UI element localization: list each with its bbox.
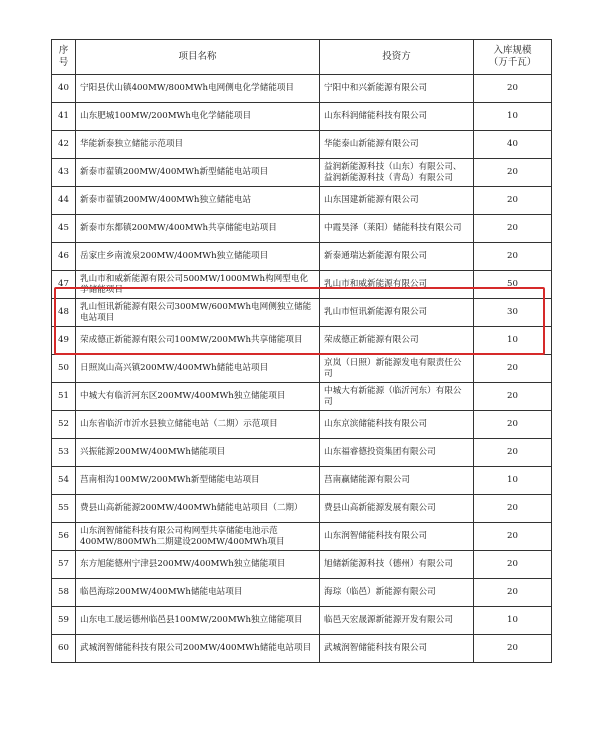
table-row [52,187,552,215]
table-row [52,411,552,439]
cell-project-name: 荣成德正新能源有限公司100MW/200MWh共享储能项目 [76,327,320,355]
header-capacity [474,40,552,75]
header-capacity-line2: （万千瓦） [488,57,537,68]
cell-investor: 山东国建新能源有限公司 [320,187,474,215]
table-row [52,215,552,243]
table-row [52,159,552,187]
cell-no: 51 [52,383,76,411]
cell-no: 50 [52,355,76,383]
cell-project-name: 宁阳县伏山镇400MW/800MWh电网侧电化学储能项目 [76,75,320,103]
table-row [52,243,552,271]
cell-no: 43 [52,159,76,187]
cell-investor: 京岚（日照）新能源发电有限责任公司 [320,355,474,383]
project-table [51,39,552,663]
cell-no: 47 [52,271,76,299]
cell-no: 55 [52,495,76,523]
header-project-name: 项目名称 [76,40,320,75]
cell-investor: 武城润智储能科技有限公司 [320,635,474,663]
cell-capacity: 20 [474,579,552,607]
table-row [52,327,552,355]
cell-capacity: 20 [474,159,552,187]
cell-investor: 山东润智储能科技有限公司 [320,523,474,551]
cell-project-name: 武城润智储能科技有限公司200MW/400MWh储能电站项目 [76,635,320,663]
cell-investor: 临邑天宏晟源新能源开发有限公司 [320,607,474,635]
cell-capacity: 20 [474,551,552,579]
cell-investor: 山东京滨储能科技有限公司 [320,411,474,439]
cell-capacity: 20 [474,439,552,467]
cell-no: 40 [52,75,76,103]
table-row [52,131,552,159]
header-capacity-line1: 入库规模 [493,45,532,56]
table-row [52,579,552,607]
cell-project-name: 华能新泰独立储能示范项目 [76,131,320,159]
cell-no: 53 [52,439,76,467]
cell-investor: 荣成德正新能源有限公司 [320,327,474,355]
cell-capacity: 10 [474,103,552,131]
cell-no: 49 [52,327,76,355]
cell-no: 58 [52,579,76,607]
cell-investor: 中城大有新能源（临沂河东）有限公司 [320,383,474,411]
table-row [52,271,552,299]
cell-capacity: 10 [474,467,552,495]
cell-capacity: 20 [474,383,552,411]
cell-capacity: 20 [474,495,552,523]
cell-no: 56 [52,523,76,551]
table-row [52,299,552,327]
cell-project-name: 山东省临沂市沂水县独立储能电站（二期）示范项目 [76,411,320,439]
table-row [52,103,552,131]
cell-project-name: 山东肥城100MW/200MWh电化学储能项目 [76,103,320,131]
cell-no: 41 [52,103,76,131]
cell-project-name: 新泰市翟镇200MW/400MWh独立储能电站 [76,187,320,215]
cell-capacity: 20 [474,75,552,103]
cell-investor: 华能泰山新能源有限公司 [320,131,474,159]
cell-project-name: 新泰市东都镇200MW/400MWh共享储能电站项目 [76,215,320,243]
table-header-row [52,40,552,75]
cell-no: 52 [52,411,76,439]
cell-no: 54 [52,467,76,495]
cell-no: 45 [52,215,76,243]
cell-project-name: 中城大有临沂河东区200MW/400MWh独立储能项目 [76,383,320,411]
table-row [52,439,552,467]
table-row [52,635,552,663]
cell-project-name: 乳山市和威新能源有限公司500MW/1000MWh构网型电化学储能项目 [76,271,320,299]
table-row [52,495,552,523]
cell-investor: 费县山高新能源发展有限公司 [320,495,474,523]
cell-project-name: 临邑海琮200MW/400MWh储能电站项目 [76,579,320,607]
header-no: 序号 [52,40,76,75]
cell-capacity: 50 [474,271,552,299]
table-row [52,75,552,103]
cell-investor: 海琮（临邑）新能源有限公司 [320,579,474,607]
cell-no: 57 [52,551,76,579]
cell-investor: 乳山市和威新能源有限公司 [320,271,474,299]
cell-capacity: 10 [474,327,552,355]
cell-project-name: 乳山恒讯新能源有限公司300MW/600MWh电网侧独立储能电站项目 [76,299,320,327]
cell-investor: 乳山市恒讯新能源有限公司 [320,299,474,327]
cell-capacity: 20 [474,187,552,215]
cell-no: 44 [52,187,76,215]
cell-investor: 新泰通瑞达新能源有限公司 [320,243,474,271]
table-row [52,523,552,551]
cell-investor: 宁阳中和兴新能源有限公司 [320,75,474,103]
cell-project-name: 兴振能源200MW/400MWh储能项目 [76,439,320,467]
cell-capacity: 20 [474,411,552,439]
cell-investor: 莒南赢储能源有限公司 [320,467,474,495]
table-row [52,467,552,495]
cell-capacity: 20 [474,215,552,243]
table-row [52,551,552,579]
cell-investor: 山东福睿德投资集团有限公司 [320,439,474,467]
cell-no: 60 [52,635,76,663]
table-row [52,355,552,383]
table-row [52,383,552,411]
cell-capacity: 20 [474,243,552,271]
cell-no: 42 [52,131,76,159]
cell-capacity: 20 [474,523,552,551]
cell-no: 48 [52,299,76,327]
cell-capacity: 20 [474,355,552,383]
cell-project-name: 山东电工晟运德州临邑县100MW/200MWh独立储能项目 [76,607,320,635]
cell-project-name: 日照岚山高兴镇200MW/400MWh储能电站项目 [76,355,320,383]
cell-investor: 旭储新能源科技（德州）有限公司 [320,551,474,579]
cell-capacity: 40 [474,131,552,159]
cell-no: 59 [52,607,76,635]
cell-capacity: 30 [474,299,552,327]
cell-project-name: 东方旭能德州宁津县200MW/400MWh独立储能项目 [76,551,320,579]
cell-project-name: 山东润智储能科技有限公司构网型共享储能电池示范400MW/800MWh二期建设200MW/400MWh项目 [76,523,320,551]
cell-project-name: 新泰市翟镇200MW/400MWh新型储能电站项目 [76,159,320,187]
header-investor: 投资方 [320,40,474,75]
cell-no: 46 [52,243,76,271]
cell-investor: 山东科润储能科技有限公司 [320,103,474,131]
cell-investor: 益润新能源科技（山东）有限公司、益润新能源科技（青岛）有限公司 [320,159,474,187]
cell-project-name: 莒南相沟100MW/200MWh新型储能电站项目 [76,467,320,495]
cell-project-name: 费县山高新能源200MW/400MWh储能电站项目（二期） [76,495,320,523]
cell-capacity: 10 [474,607,552,635]
table-row [52,607,552,635]
cell-capacity: 20 [474,635,552,663]
cell-investor: 中霞昊泽（莱阳）储能科技有限公司 [320,215,474,243]
cell-project-name: 岳家庄乡南流泉200MW/400MWh独立储能项目 [76,243,320,271]
